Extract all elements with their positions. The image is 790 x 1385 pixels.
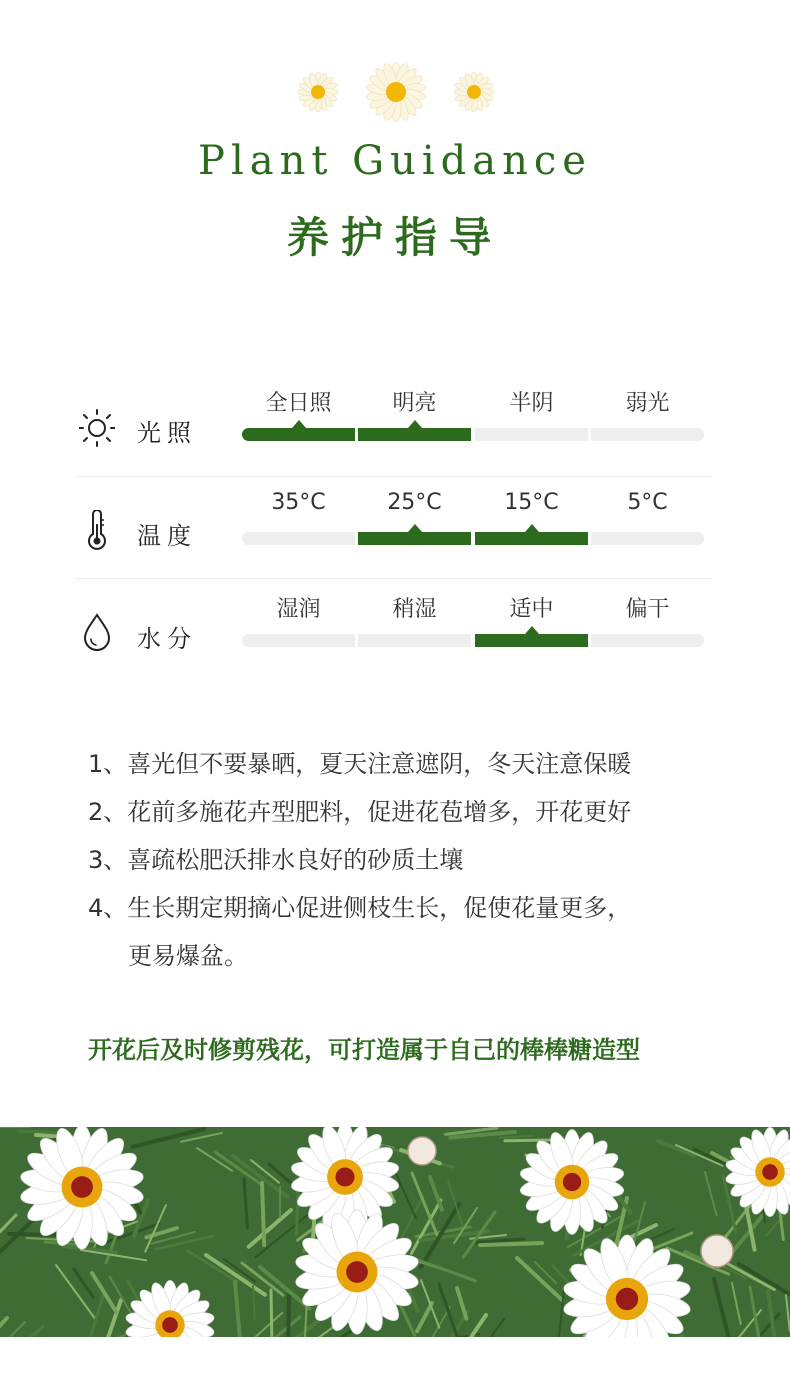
- daisy-decoration-icon: [0, 55, 790, 130]
- light-level: [242, 382, 355, 452]
- flower-photo-image: [0, 1127, 790, 1337]
- flower-bud: [408, 1137, 436, 1165]
- level-label: 半阴: [509, 391, 554, 416]
- level-label: 全日照: [265, 391, 332, 416]
- light-levels: [242, 382, 704, 452]
- level-marker-icon: [292, 420, 306, 428]
- level-bar: [591, 532, 704, 545]
- leaf: [505, 1140, 551, 1141]
- temperature-level: [358, 486, 471, 556]
- water-drop-icon: [79, 612, 115, 652]
- level-marker-icon: [408, 524, 422, 532]
- level-label: 35°C: [271, 490, 326, 515]
- level-label: 弱光: [625, 391, 670, 416]
- light-level: [358, 382, 471, 452]
- leaf: [18, 1131, 61, 1133]
- pruning-highlight: 开花后及时修剪残花，可打造属于自己的棒棒糖造型: [88, 1036, 640, 1064]
- flower-bud: [701, 1235, 733, 1267]
- temperature-levels: [242, 486, 704, 556]
- small-daisy-left-icon: [298, 72, 338, 112]
- leaf: [262, 1183, 264, 1245]
- temperature-level: [475, 486, 588, 556]
- disc-center: [762, 1164, 778, 1180]
- tip-item-continued: 更易爆盆。: [128, 942, 248, 970]
- light-level: [475, 382, 588, 452]
- level-label: 偏干: [625, 597, 670, 622]
- level-label: 15°C: [504, 490, 559, 515]
- water-level: [475, 588, 588, 658]
- light-level: [591, 382, 704, 452]
- level-bar: [242, 634, 355, 647]
- divider: [75, 476, 711, 477]
- metric-water-label: 水分: [137, 625, 197, 653]
- level-label: 湿润: [276, 597, 321, 622]
- divider: [75, 578, 711, 579]
- level-marker-icon: [525, 626, 539, 634]
- metric-temperature: [75, 486, 715, 576]
- level-marker-icon: [408, 420, 422, 428]
- level-bar: [591, 634, 704, 647]
- title-chinese: 养护指导: [286, 213, 503, 262]
- disc-center: [71, 1176, 93, 1198]
- level-bar: [358, 634, 471, 647]
- disc-center: [616, 1288, 638, 1310]
- metric-light-label: 光照: [137, 419, 197, 447]
- disc-center: [346, 1261, 368, 1283]
- sun-icon: [79, 408, 115, 448]
- level-bar: [475, 634, 588, 647]
- level-label: 适中: [509, 597, 554, 622]
- metric-water: [75, 588, 715, 678]
- level-label: 明亮: [392, 391, 437, 416]
- temperature-level: [242, 486, 355, 556]
- water-level: [358, 588, 471, 658]
- care-tips: [88, 740, 728, 980]
- level-bar: [475, 428, 588, 441]
- disc-center: [335, 1167, 354, 1186]
- level-label: 稍湿: [392, 597, 437, 622]
- small-daisy-right-icon: [454, 72, 494, 112]
- level-label: 5°C: [627, 490, 668, 515]
- tip-item: 2、花前多施花卉型肥料，促进花苞增多，开花更好: [88, 798, 632, 826]
- level-bar: [358, 428, 471, 441]
- water-level: [591, 588, 704, 658]
- water-levels: [242, 588, 704, 658]
- large-daisy-center-icon: [366, 62, 427, 122]
- tip-item: 1、喜光但不要暴晒，夏天注意遮阴，冬天注意保暖: [88, 750, 632, 778]
- level-bar: [358, 532, 471, 545]
- leaf: [296, 1191, 298, 1234]
- level-label: 25°C: [387, 490, 442, 515]
- level-bar: [242, 428, 355, 441]
- thermometer-icon: [79, 510, 115, 550]
- metric-temperature-label: 温度: [137, 522, 197, 550]
- level-marker-icon: [525, 524, 539, 532]
- metric-light: [75, 382, 715, 472]
- tip-item: 4、生长期定期摘心促进侧枝生长，促使花量更多，: [88, 894, 632, 922]
- leaf: [480, 1243, 542, 1245]
- leaf: [288, 1294, 289, 1337]
- temperature-level: [591, 486, 704, 556]
- title-english: Plant Guidance: [198, 138, 592, 184]
- disc-center: [563, 1173, 581, 1191]
- leaf: [271, 1290, 272, 1336]
- level-bar: [242, 532, 355, 545]
- tip-item: 3、喜疏松肥沃排水良好的砂质土壤: [88, 846, 464, 874]
- disc-center: [162, 1317, 178, 1333]
- water-level: [242, 588, 355, 658]
- level-bar: [591, 428, 704, 441]
- level-bar: [475, 532, 588, 545]
